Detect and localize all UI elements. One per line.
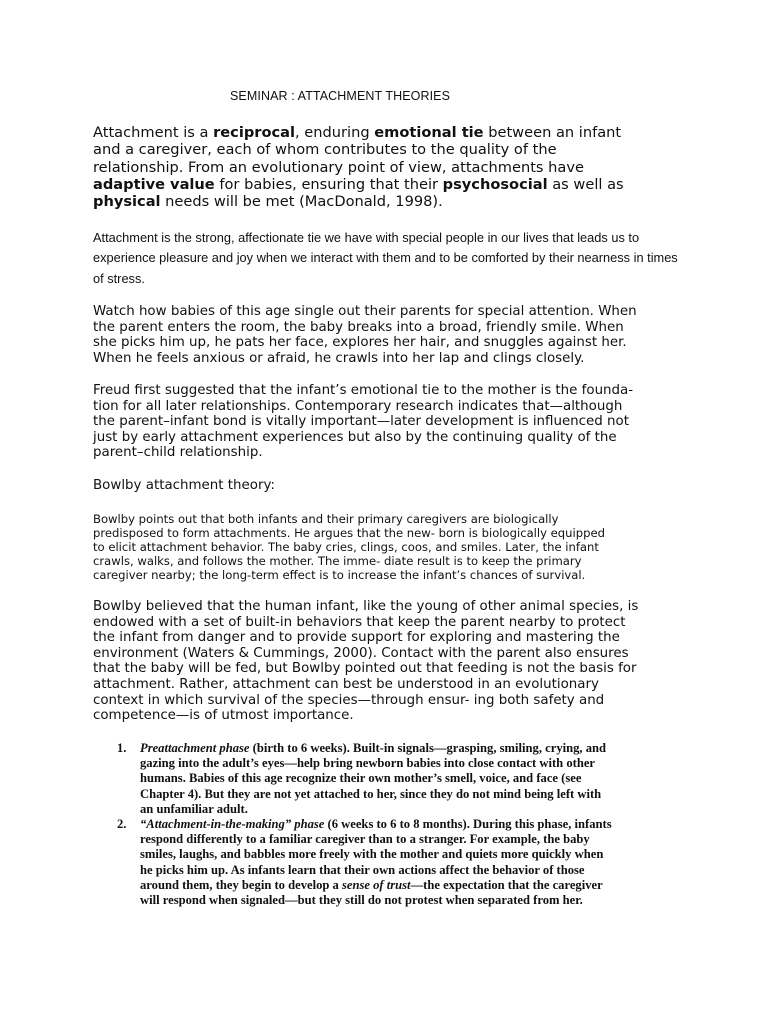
paragraph-line: adaptive value for babies, ensuring that their psychosocial as well as <box>93 175 624 193</box>
paragraph-line: context in which survival of the species—through ensur- ing both safety and <box>93 692 605 708</box>
definition-paragraph: Attachment is the strong, affectionate tie we have with special people in our lives that leads us to experience pleasure and joy when we interact with them and to be comforted by their nearness in times of stress. <box>93 230 678 286</box>
list-line: smiles, laughs, and babbles more freely with the mother and quiets more quickly when <box>140 847 604 862</box>
list-line: he picks him up. As infants learn that their own actions affect the behavior of those <box>140 862 585 877</box>
bowlby-heading: Bowlby attachment theory: <box>93 478 275 493</box>
paragraph-line: crawls, walks, and follows the mother. The imme- diate result is to keep the primary <box>93 554 582 569</box>
list-line: an unfamiliar adult. <box>140 801 248 816</box>
paragraph-line: When he feels anxious or afraid, he crawls into her lap and clings closely. <box>93 350 585 366</box>
babies-paragraph <box>93 304 673 366</box>
freud-paragraph <box>93 383 673 461</box>
intro-paragraph <box>93 124 673 210</box>
paragraph-line: the parent enters the room, the baby breaks into a broad, friendly smile. When <box>93 319 624 335</box>
list-line: gazing into the adult’s eyes—help bring newborn babies into close contact with other <box>140 756 596 771</box>
key-term: sense of trust <box>341 877 411 892</box>
paragraph-line: endowed with a set of built-in behaviors that keep the parent nearby to protect <box>93 614 626 630</box>
list-line: around them, they begin to develop a sense of trust—the expectation that the caregiver <box>140 877 603 892</box>
paragraph-line: predisposed to form attachments. He argues that the new- born is biologically equipped <box>93 526 605 541</box>
paragraph-line: Bowlby points out that both infants and their primary caregivers are biologically <box>93 512 559 526</box>
list-line: respond differently to a familiar caregiver than to a stranger. For example, the baby <box>140 832 590 847</box>
paragraph-line: environment (Waters & Cummings, 2000). Contact with the parent also ensures <box>93 645 629 661</box>
paragraph-line: she picks him up, he pats her face, explores her hair, and snuggles against her. <box>93 335 627 351</box>
paragraph-line: that the baby will be fed, but Bowlby pointed out that feeding is not the basis for <box>93 661 637 677</box>
paragraph-line: just by early attachment experiences but also by the continuing quality of the <box>93 429 617 445</box>
paragraph-line: parent–child relationship. <box>93 445 263 461</box>
paragraph-line: physical needs will be met (MacDonald, 1998). <box>93 193 443 211</box>
paragraph-line: Bowlby believed that the human infant, like the young of other animal species, is <box>93 599 639 614</box>
paragraph-line: competence—is of utmost importance. <box>93 708 354 724</box>
list-number: 2. <box>117 817 127 832</box>
paragraph-line: attachment. Rather, attachment can best be understood in an evolutionary <box>93 676 599 692</box>
list-item <box>117 741 677 817</box>
paragraph-line: the parent–infant bond is vitally important—later development is influenced not <box>93 414 629 430</box>
list-line: will respond when signaled—but they still do not protest when separated from her. <box>140 893 583 908</box>
paragraph-line: Freud first suggested that the infant’s emotional tie to the mother is the founda- <box>93 383 634 398</box>
phase-name: “Attachment-in-the-making” phase <box>140 817 325 832</box>
paragraph-line: Watch how babies of this age single out their parents for special attention. When <box>93 304 637 319</box>
attachment-phases-list <box>117 741 677 908</box>
paragraph-line: to elicit attachment behavior. The baby cries, clings, coos, and smiles. Later, the infant <box>93 540 599 555</box>
paragraph-line: the infant from danger and to provide support for exploring and mastering the <box>93 630 620 646</box>
list-line: Chapter 4). But they are not yet attached to her, since they do not mind being left with <box>140 786 602 801</box>
paragraph-line: caregiver nearby; the long-term effect is to increase the infant’s chances of survival. <box>93 568 586 583</box>
paragraph-line: relationship. From an evolutionary point of view, attachments have <box>93 158 584 176</box>
paragraph-line: Attachment is a reciprocal, enduring emotional tie between an infant <box>93 124 622 141</box>
paragraph-line: and a caregiver, each of whom contributes to the quality of the <box>93 141 557 159</box>
phase-name: Preattachment phase <box>140 741 250 755</box>
bowlby-summary-paragraph <box>93 512 673 582</box>
bowlby-belief-paragraph <box>93 599 673 724</box>
list-line: humans. Babies of this age recognize their own mother’s smell, voice, and face (see <box>140 771 582 786</box>
list-line: Preattachment phase (birth to 6 weeks). Built-in signals—grasping, smiling, crying, and <box>140 741 607 755</box>
paragraph-line: tion for all later relationships. Contemporary research indicates that—although <box>93 398 623 414</box>
document-title: SEMINAR : ATTACHMENT THEORIES <box>230 89 451 103</box>
list-item <box>117 817 677 908</box>
list-number: 1. <box>117 741 127 755</box>
list-line: “Attachment-in-the-making” phase (6 weeks to 6 to 8 months). During this phase, infants <box>140 817 612 832</box>
